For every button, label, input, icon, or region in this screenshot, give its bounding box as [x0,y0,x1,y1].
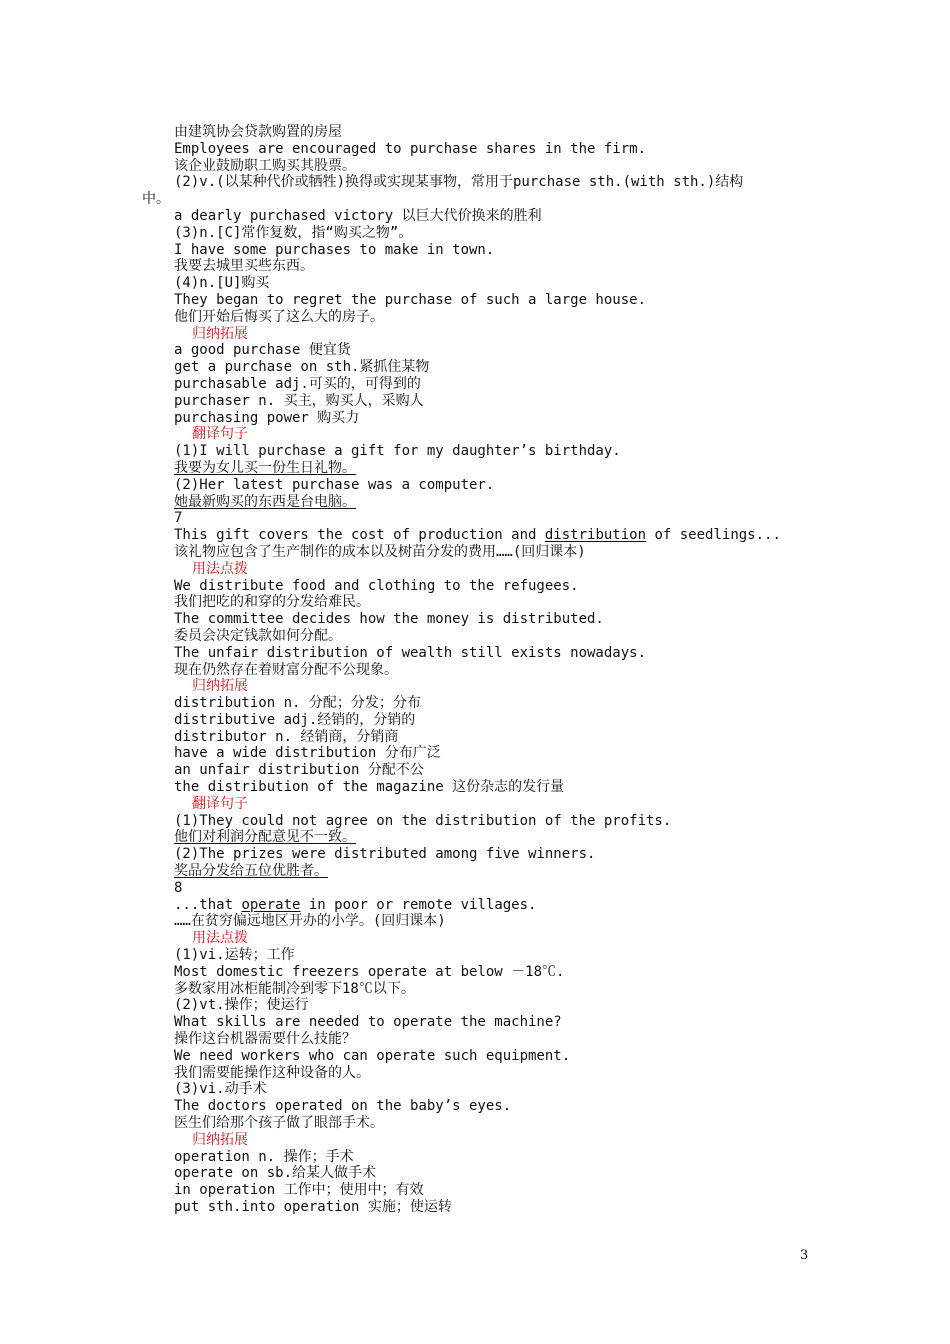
phrase-line: a dearly purchased victory 以巨大代价换来的胜利 [174,207,542,224]
exercise-answer: 我要为女儿买一份生日礼物。 [174,459,356,476]
text-line: 中。 [142,191,170,208]
example-sentence: The doctors operated on the baby’s eyes. [174,1098,512,1115]
exercise-answer: 她最新购买的东西是台电脑。 [174,493,356,510]
entry-number: 7 [174,510,183,527]
sentence-part: ...that [174,896,242,913]
translation-line: 我们把吃的和穿的分发给难民。 [174,594,370,611]
phrase-line: the distribution of the magazine 这份杂志的发行量 [174,779,565,796]
sentence-part: in poor or remote villages. [300,896,537,913]
section-heading-expansion: 归纳拓展 [192,325,248,342]
section-heading-expansion: 归纳拓展 [192,1131,248,1148]
example-sentence: Most domestic freezers operate at below －18℃. [174,963,565,980]
phrase-line: in operation 工作中；使用中；有效 [174,1182,424,1199]
exercise-answer: 他们对利润分配意见不一致。 [174,829,356,846]
example-sentence: We need workers who can operate such equipment. [174,1047,571,1064]
page-body [142,124,834,1216]
section-heading-usage: 用法点拨 [192,930,248,947]
definition-line: (3)vi.动手术 [174,1081,267,1098]
exercise-sentence: (1)They could not agree on the distribution of the profits. [174,812,672,829]
keyword-distribution: distribution [544,527,647,544]
section-heading-translate: 翻译句子 [192,795,248,812]
example-sentence: We distribute food and clothing to the refugees. [174,577,579,594]
phrase-line: purchasing power 购买力 [174,409,360,426]
phrase-line: distribution n. 分配；分发；分布 [174,695,421,712]
sentence-part: This gift covers the cost of production and [174,527,545,544]
definition-line: (2)vt.操作；使运行 [174,997,309,1014]
page-number: 3 [800,1248,809,1263]
sentence-part: of seedlings... [646,527,781,544]
example-sentence: The committee decides how the money is distributed. [174,611,604,628]
example-sentence: They began to regret the purchase of such a large house. [174,291,647,308]
text-line: 由建筑协会贷款购置的房屋 [174,124,342,140]
keyword-operate: operate [241,896,301,913]
phrase-line: operate on sb.给某人做手术 [174,1165,377,1182]
translation-line: ……在贫穷偏远地区开办的小学。(回归课本) [174,913,446,930]
example-sentence: I have some purchases to make in town. [174,241,495,258]
translation-line: 我们需要能操作这种设备的人。 [174,1064,370,1081]
section-heading-translate: 翻译句子 [192,426,248,443]
exercise-answer: 奖品分发给五位优胜者。 [174,863,328,880]
example-sentence: The unfair distribution of wealth still exists nowadays. [174,644,647,661]
definition-line: (1)vi.运转；工作 [174,947,295,964]
textbook-sentence [174,897,834,914]
phrase-line: an unfair distribution 分配不公 [174,762,424,779]
exercise-sentence: (2)Her latest purchase was a computer. [174,476,495,493]
translation-line: 现在仍然存在着财富分配不公现象。 [174,661,398,678]
textbook-sentence [174,527,834,544]
phrase-line: put sth.into operation 实施；使运转 [174,1199,452,1215]
section-heading-expansion: 归纳拓展 [192,678,248,695]
section-heading-usage: 用法点拨 [192,560,248,577]
exercise-sentence: (2)The prizes were distributed among five winners. [174,846,596,863]
phrase-line: have a wide distribution 分布广泛 [174,745,441,762]
translation-line: 操作这台机器需要什么技能？ [174,1031,356,1048]
definition-line: (2)v.(以某种代价或牺牲)换得或实现某事物，常用于purchase sth.(with sth.)结构 [174,174,744,191]
phrase-line: distributor n. 经销商，分销商 [174,728,399,745]
definition-line: (3)n.[C]常作复数，指“购买之物”。 [174,224,413,241]
translation-line: 我要去城里买些东西。 [174,258,314,275]
translation-line: 医生们给那个孩子做了眼部手术。 [174,1115,384,1132]
phrase-line: operation n. 操作；手术 [174,1148,354,1165]
translation-line: 该礼物应包含了生产制作的成本以及树苗分发的费用……(回归课本) [174,543,586,560]
phrase-line: purchasable adj.可买的，可得到的 [174,375,421,392]
phrase-line: distributive adj.经销的，分销的 [174,711,416,728]
translation-line: 他们开始后悔买了这么大的房子。 [174,308,384,325]
translation-line: 多数家用冰柜能制冷到零下18℃以下。 [174,980,415,997]
translation-line: 该企业鼓励职工购买其股票。 [174,157,356,174]
phrase-line: a good purchase 便宜货 [174,342,351,359]
example-sentence: Employees are encouraged to purchase shares in the firm. [174,140,647,157]
definition-line: (4)n.[U]购买 [174,275,270,292]
entry-number: 8 [174,879,183,896]
translation-line: 委员会决定钱款如何分配。 [174,627,342,644]
phrase-line: get a purchase on sth.紧抓住某物 [174,359,430,376]
exercise-sentence: (1)I will purchase a gift for my daughter’s birthday. [174,443,621,460]
example-sentence: What skills are needed to operate the machine? [174,1014,562,1031]
phrase-line: purchaser n. 买主，购买人，采购人 [174,392,424,409]
